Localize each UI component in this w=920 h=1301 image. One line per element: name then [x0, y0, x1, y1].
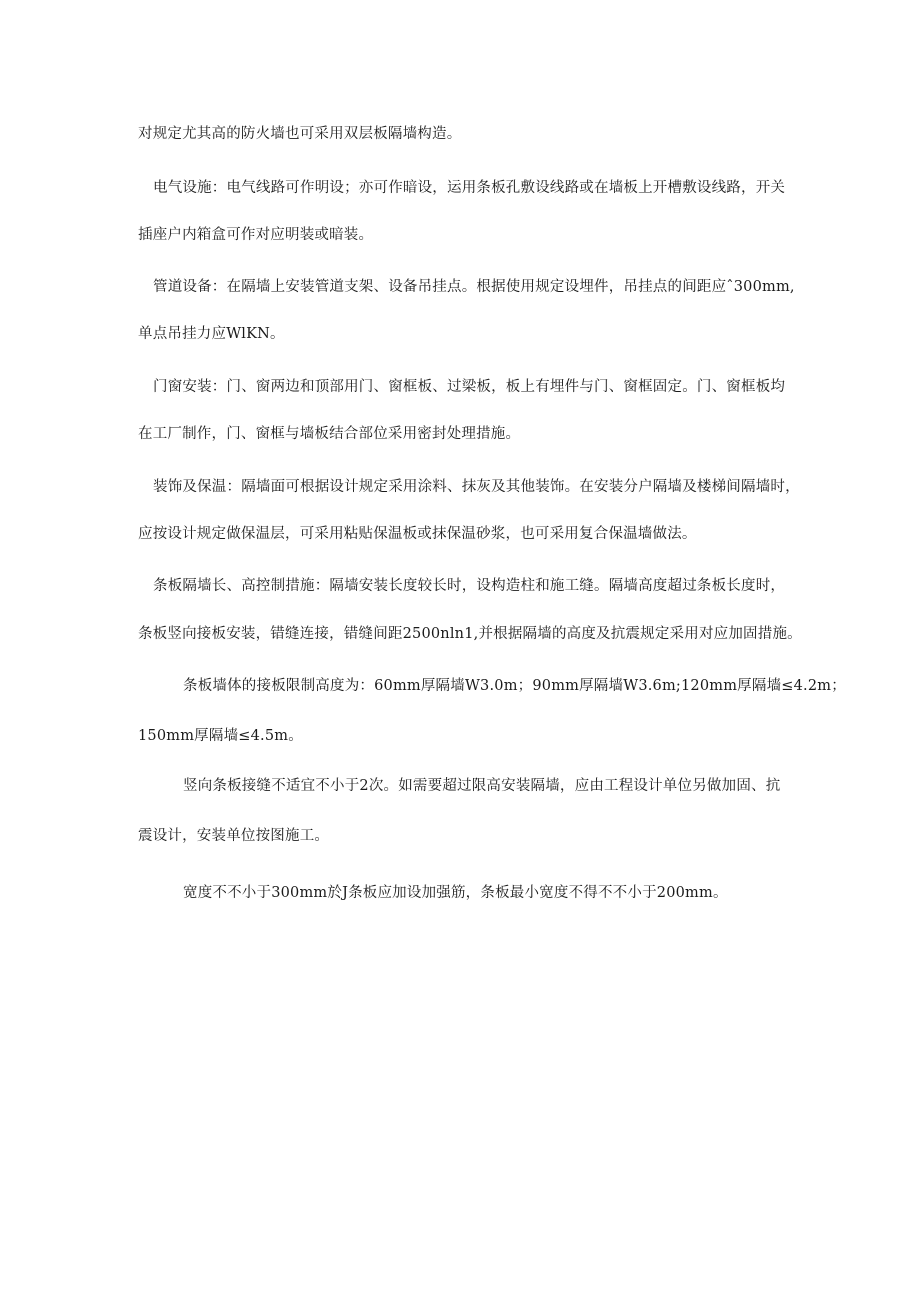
paragraph-piping-line-2: 单点吊挂力应WlKN。 [138, 326, 285, 342]
paragraph-door-window-line-1: 门窗安装：门、窗两边和顶部用门、窗框板、过梁板，板上有埋件与门、窗框固定。门、窗框板均 [153, 379, 786, 395]
paragraph-vertical-joints-line-2: 震设计，安装单位按图施工。 [138, 828, 330, 844]
paragraph-vertical-joints-line-1: 竖向条板接缝不适宜不小于2次。如需要超过限高安装隔墙，应由工程设计单位另做加固、抗 [183, 778, 781, 794]
paragraph-fire-wall-line-1: 对规定尤其高的防火墙也可采用双层板隔墙构造。 [138, 126, 462, 142]
paragraph-door-window-line-2: 在工厂制作，门、窗框与墙板结合部位采用密封处理措施。 [138, 426, 521, 442]
paragraph-length-height-line-1: 条板隔墙长、高控制措施：隔墙安装长度较长时，设构造柱和施工缝。隔墙高度超过条板长度时， [153, 578, 786, 594]
paragraph-decoration-line-1: 装饰及保温：隔墙面可根据设计规定采用涂料、抹灰及其他装饰。在安装分户隔墙及楼梯间隔墙时， [153, 479, 800, 495]
paragraph-height-limits-line-2: 150mm厚隔墙≤4.5m。 [138, 728, 303, 744]
paragraph-length-height-line-2: 条板竖向接板安装，错缝连接，错缝间距2500nln1,并根据隔墙的高度及抗震规定采用对应加固措施。 [138, 626, 802, 642]
paragraph-width-line-1: 宽度不不小于300mm於J条板应加设加强筋，条板最小宽度不得不不小于200mm。 [183, 885, 728, 901]
paragraph-decoration-line-2: 应按设计规定做保温层，可采用粘贴保温板或抹保温砂浆，也可采用复合保温墙做法。 [138, 526, 697, 542]
paragraph-height-limits-line-1: 条板墙体的接板限制高度为：60mm厚隔墙W3.0m；90mm厚隔墙W3.6m;120mm厚隔墙≤4.2m； [183, 678, 846, 694]
paragraph-electrical-line-2: 插座户内箱盒可作对应明装或暗装。 [138, 227, 374, 243]
paragraph-piping-line-1: 管道设备：在隔墙上安装管道支架、设备吊挂点。根据使用规定设埋件，吊挂点的间距应ˆ300mm, [153, 279, 795, 295]
paragraph-electrical-line-1: 电气设施：电气线路可作明设；亦可作暗设，运用条板孔敷设线路或在墙板上开槽敷设线路，开关 [153, 180, 786, 196]
